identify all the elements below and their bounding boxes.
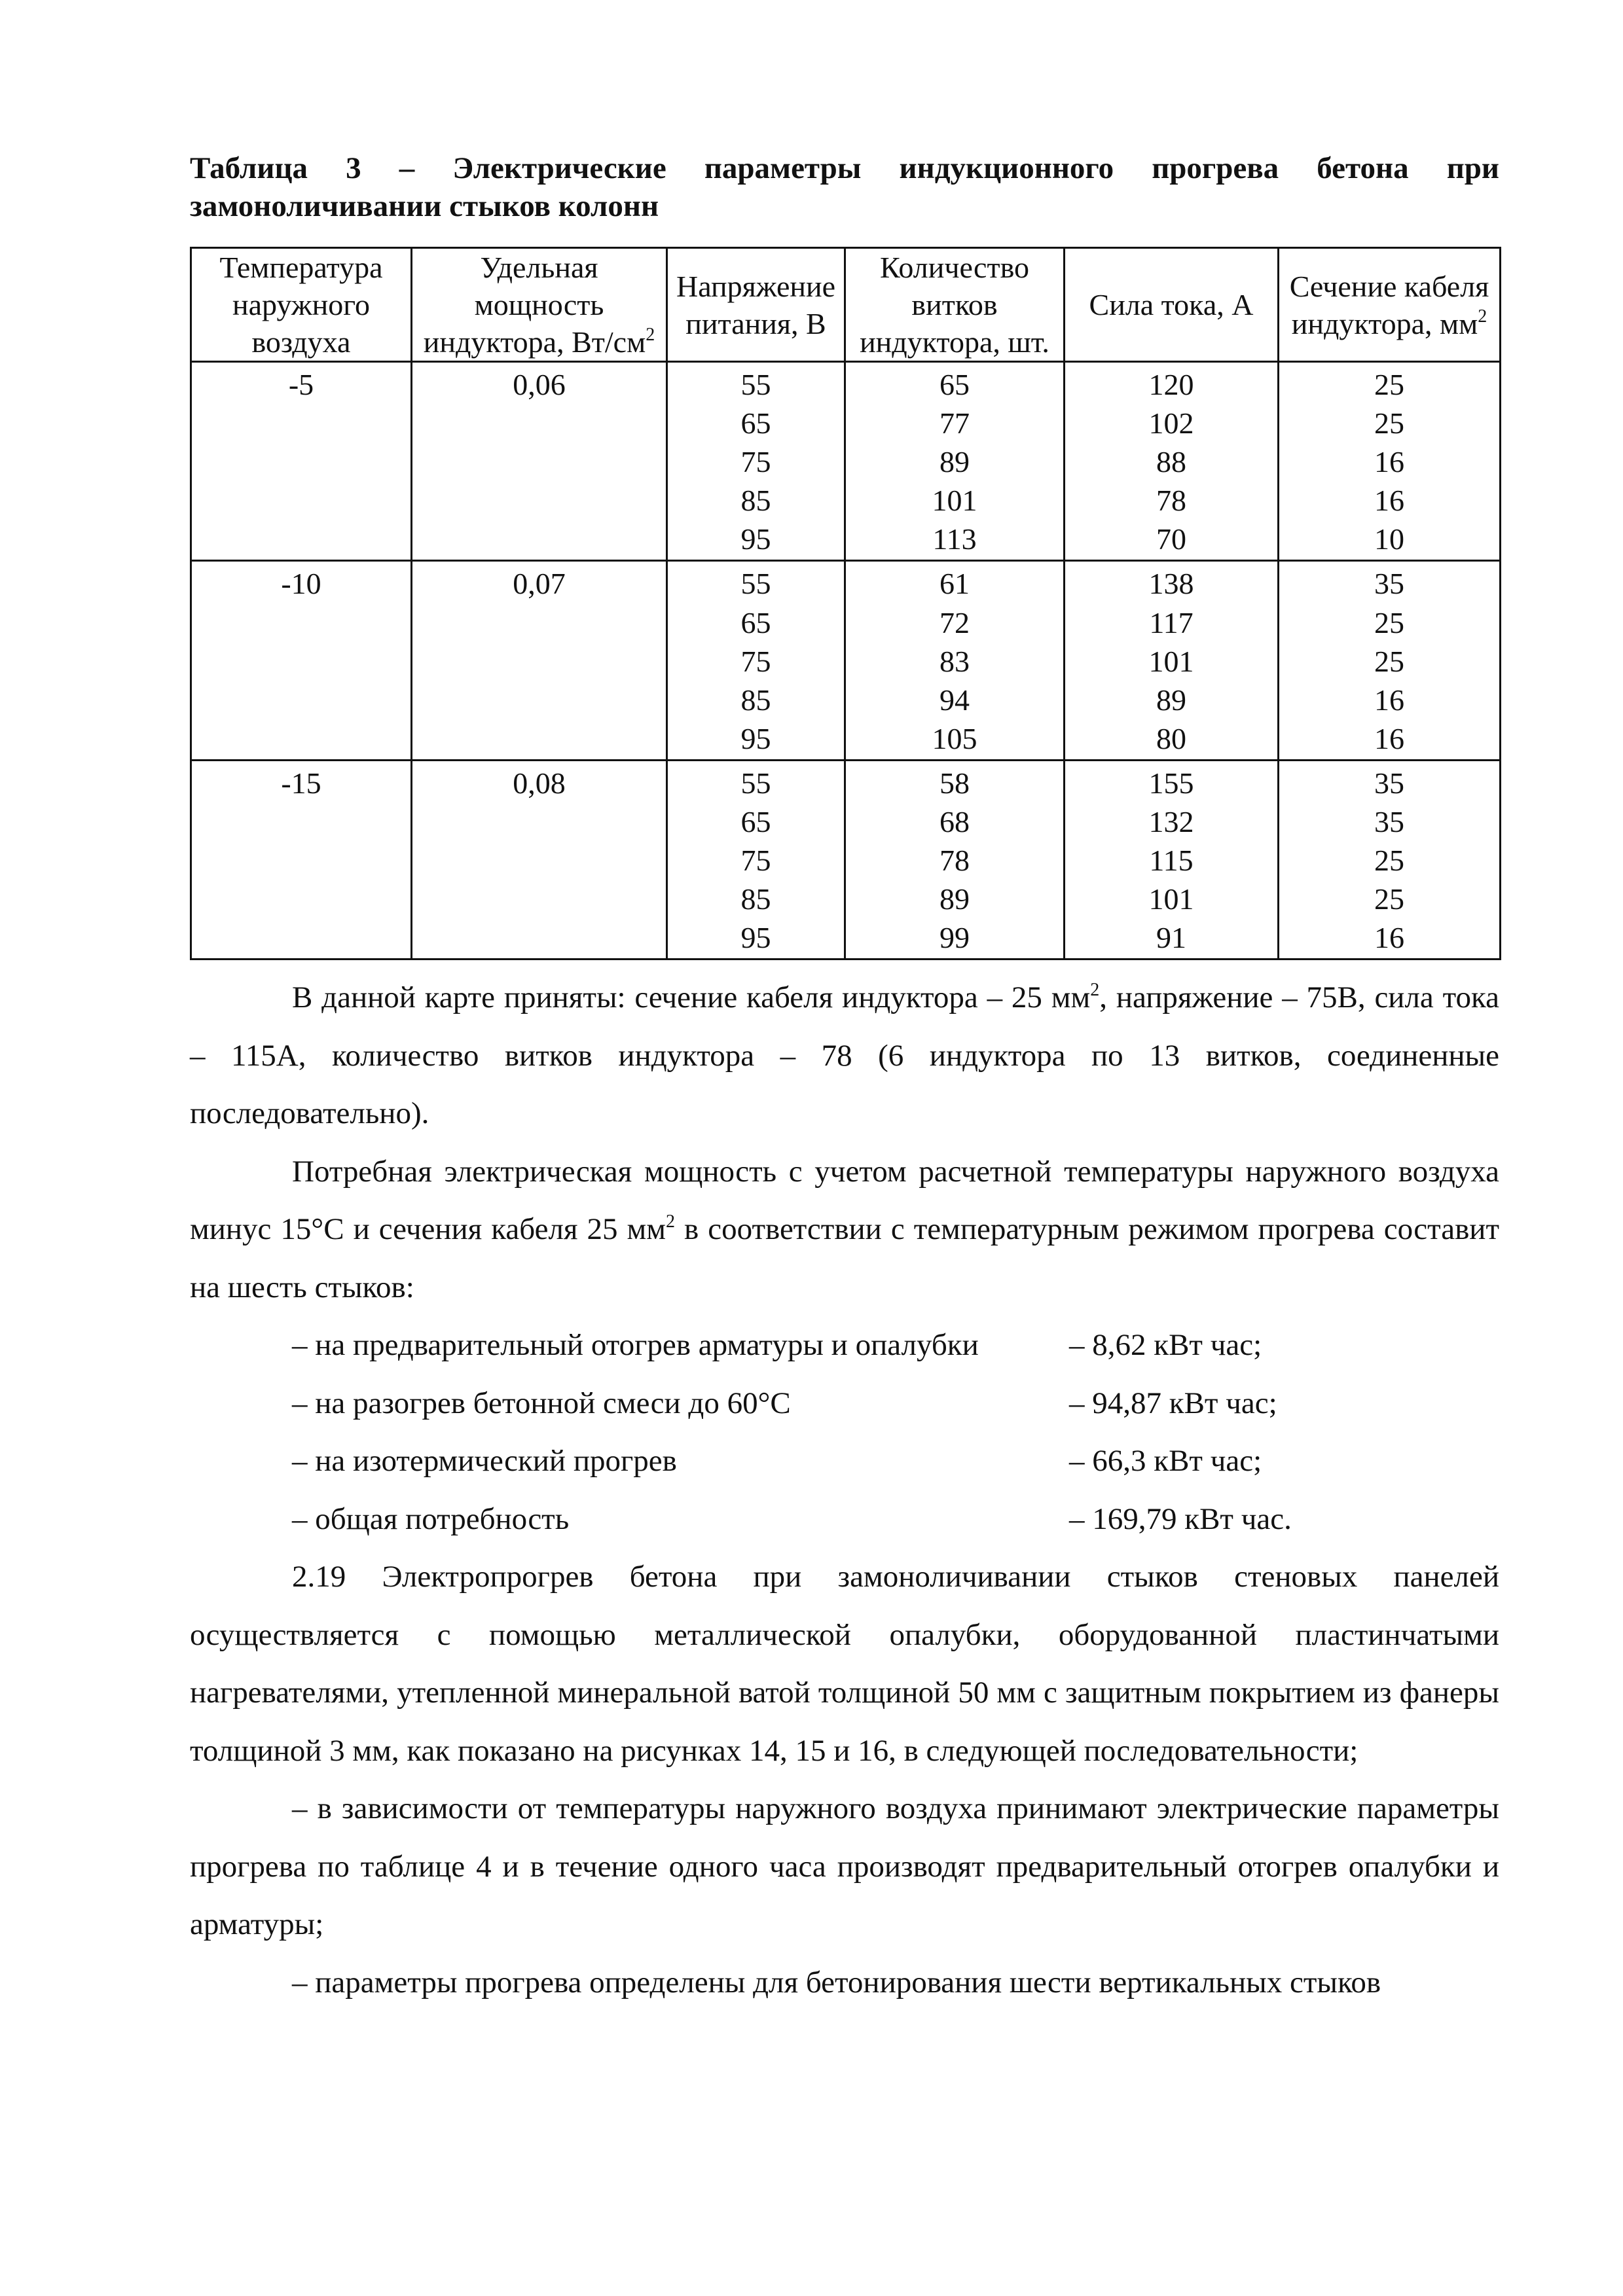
paragraph-accepted-parameters: В данной карте приняты: сечение кабеля индуктора – 25 $мм^2$, напряжение – 75В, сила тока – 115А, количество витков индуктора – 78 (6 индуктора по 13 витков, соединенные последовательно). xyxy=(190,980,1500,1130)
cell-current-value: 101 xyxy=(1148,644,1194,678)
cell-voltage-value: 75 xyxy=(740,445,771,479)
cell-turns-value: 94 xyxy=(939,683,970,717)
cell-power xyxy=(412,362,667,561)
cell-power-value: 0,08 xyxy=(513,766,566,800)
table-header-row xyxy=(191,248,1501,362)
cell-voltage-value: 65 xyxy=(740,406,771,440)
cell-voltage-value: 65 xyxy=(740,605,771,639)
cell-voltage-value: 55 xyxy=(740,766,771,800)
cell-temperature-value: -10 xyxy=(281,567,321,601)
cell-turns-value: 77 xyxy=(939,406,970,440)
cell-voltage-value: 95 xyxy=(740,921,771,955)
power-list-label: – на разогрев бетонной смеси до 60°С xyxy=(292,1386,791,1420)
power-list-item xyxy=(190,1432,1499,1490)
power-list-value: – 66,3 кВт час; xyxy=(1069,1444,1262,1478)
cell-cable-value: 16 xyxy=(1374,721,1404,755)
cell-voltage-value: 75 xyxy=(740,844,771,878)
cell-turns-value: 89 xyxy=(939,882,970,916)
cell-cable xyxy=(1279,561,1501,760)
cell-power-value: 0,07 xyxy=(513,567,566,601)
cell-cable-value: 25 xyxy=(1374,644,1404,678)
table-row xyxy=(191,760,1501,959)
cell-voltage-value: 95 xyxy=(740,721,771,755)
cell-power-value: 0,06 xyxy=(513,368,566,401)
cell-voltage-value: 85 xyxy=(740,484,771,518)
cell-power xyxy=(412,561,667,760)
cell-turns-value: 99 xyxy=(939,921,970,955)
cell-turns-value: 72 xyxy=(939,605,970,639)
cell-turns-value: 89 xyxy=(939,445,970,479)
cell-voltage-value: 85 xyxy=(740,683,771,717)
cell-temperature xyxy=(191,760,412,959)
cell-voltage xyxy=(667,561,845,760)
cell-turns-value: 105 xyxy=(932,721,977,755)
header-power: Удельная мощность индуктора, $Вт/см^2$ xyxy=(412,248,667,362)
cell-cable-value: 35 xyxy=(1374,567,1404,601)
cell-voltage xyxy=(667,362,845,561)
cell-turns-value: 61 xyxy=(939,567,970,601)
cell-turns-value: 78 xyxy=(939,844,970,878)
cell-cable xyxy=(1279,362,1501,561)
cell-current-value: 155 xyxy=(1148,766,1194,800)
cell-turns xyxy=(845,760,1065,959)
cell-cable-value: 25 xyxy=(1374,605,1404,639)
cell-temperature-value: -5 xyxy=(288,368,314,401)
power-list-label: – общая потребность xyxy=(292,1501,570,1536)
paragraph-heating-parameters: – параметры прогрева определены для бетонирования шести вертикальных стыков xyxy=(292,1965,1381,2000)
cell-cable-value: 10 xyxy=(1374,522,1404,556)
power-list-value: – 169,79 кВт час. xyxy=(1069,1501,1292,1536)
cell-current-value: 89 xyxy=(1156,683,1186,717)
cell-current-value: 102 xyxy=(1148,406,1194,440)
cell-cable-value: 25 xyxy=(1374,406,1404,440)
cell-cable-value: 16 xyxy=(1374,683,1404,717)
cell-voltage-value: 85 xyxy=(740,882,771,916)
cell-cable-value: 25 xyxy=(1374,844,1404,878)
parameters-table xyxy=(190,247,1501,960)
cell-current-value: 120 xyxy=(1148,368,1194,401)
cell-current-value: 91 xyxy=(1156,921,1186,955)
cell-cable-value: 16 xyxy=(1374,445,1404,479)
cell-turns-value: 101 xyxy=(932,484,977,518)
header-turns: Количество витков индуктора, шт. xyxy=(845,248,1065,362)
cell-turns xyxy=(845,362,1065,561)
cell-current-value: 132 xyxy=(1148,805,1194,839)
cell-cable-value: 35 xyxy=(1374,805,1404,839)
paragraph-section-2-19: 2.19 Электропрогрев бетона при замоноличивании стыков стеновых панелей осуществляется с помощью металлической опалубки, оборудованной пластинчатыми нагревателями, утепленной минеральной ватой толщиной 50 мм с защитным покрытием из фанеры толщиной 3 мм, как показано на рисунках 14, 15 и 16, в следующей последовательности; xyxy=(190,1560,1499,1768)
cell-current-value: 80 xyxy=(1156,721,1186,755)
cell-voltage-value: 55 xyxy=(740,368,771,401)
paragraph-temperature-dependence: – в зависимости от температуры наружного воздуха принимают электрические параметры прогрева по таблице 4 и в течение одного часа производят предварительный отогрев опалубки и арматуры; xyxy=(190,1791,1499,1941)
cell-current-value: 117 xyxy=(1149,605,1194,639)
cell-turns-value: 65 xyxy=(939,368,970,401)
cell-current-value: 101 xyxy=(1148,882,1194,916)
cell-turns xyxy=(845,561,1065,760)
cell-turns-value: 83 xyxy=(939,644,970,678)
cell-cable-value: 16 xyxy=(1374,921,1404,955)
cell-power xyxy=(412,760,667,959)
power-list-value: – 94,87 кВт час; xyxy=(1069,1386,1277,1420)
cell-temperature xyxy=(191,561,412,760)
header-temperature: Температура наружного воздуха xyxy=(191,248,412,362)
power-list-value: – 8,62 кВт час; xyxy=(1069,1328,1262,1362)
cell-current xyxy=(1065,760,1279,959)
header-cable: Сечение кабеля индуктора, $мм^2$ xyxy=(1279,248,1501,362)
table-row xyxy=(191,561,1501,760)
power-list-item xyxy=(190,1490,1499,1549)
paragraph-required-power: Потребная электрическая мощность с учетом расчетной температуры наружного воздуха минус 15°С и сечения кабеля 25 $мм^2$ в соответствии с температурным режимом прогрева составит на шесть стыков: xyxy=(190,1154,1499,1304)
cell-voltage-value: 65 xyxy=(740,805,771,839)
body-text xyxy=(190,969,1499,2011)
power-list-label: – на предварительный отогрев арматуры и опалубки xyxy=(292,1328,979,1362)
cell-current-value: 88 xyxy=(1156,445,1186,479)
cell-current xyxy=(1065,561,1279,760)
cell-cable-value: 25 xyxy=(1374,368,1404,401)
cell-voltage-value: 75 xyxy=(740,644,771,678)
power-list-label: – на изотермический прогрев xyxy=(292,1444,677,1478)
table-caption: Таблица 3 – Электрические параметры индукционного прогрева бетона при замоноличивании стыков колонн xyxy=(190,151,1499,223)
cell-cable-value: 35 xyxy=(1374,766,1404,800)
header-current: Сила тока, А xyxy=(1065,248,1279,362)
cell-temperature-value: -15 xyxy=(281,766,321,800)
cell-voltage-value: 95 xyxy=(740,522,771,556)
cell-current-value: 115 xyxy=(1149,844,1194,878)
header-voltage: Напряжение питания, В xyxy=(667,248,845,362)
cell-current-value: 138 xyxy=(1148,567,1194,601)
cell-current xyxy=(1065,362,1279,561)
cell-turns-value: 113 xyxy=(932,522,977,556)
cell-cable xyxy=(1279,760,1501,959)
cell-cable-value: 16 xyxy=(1374,484,1404,518)
table-row xyxy=(191,362,1501,561)
power-list-item xyxy=(190,1374,1499,1433)
cell-turns-value: 68 xyxy=(939,805,970,839)
cell-current-value: 70 xyxy=(1156,522,1186,556)
cell-cable-value: 25 xyxy=(1374,882,1404,916)
cell-voltage xyxy=(667,760,845,959)
cell-current-value: 78 xyxy=(1156,484,1186,518)
cell-temperature xyxy=(191,362,412,561)
cell-turns-value: 58 xyxy=(939,766,970,800)
power-list-item xyxy=(190,1316,1499,1374)
cell-voltage-value: 55 xyxy=(740,567,771,601)
